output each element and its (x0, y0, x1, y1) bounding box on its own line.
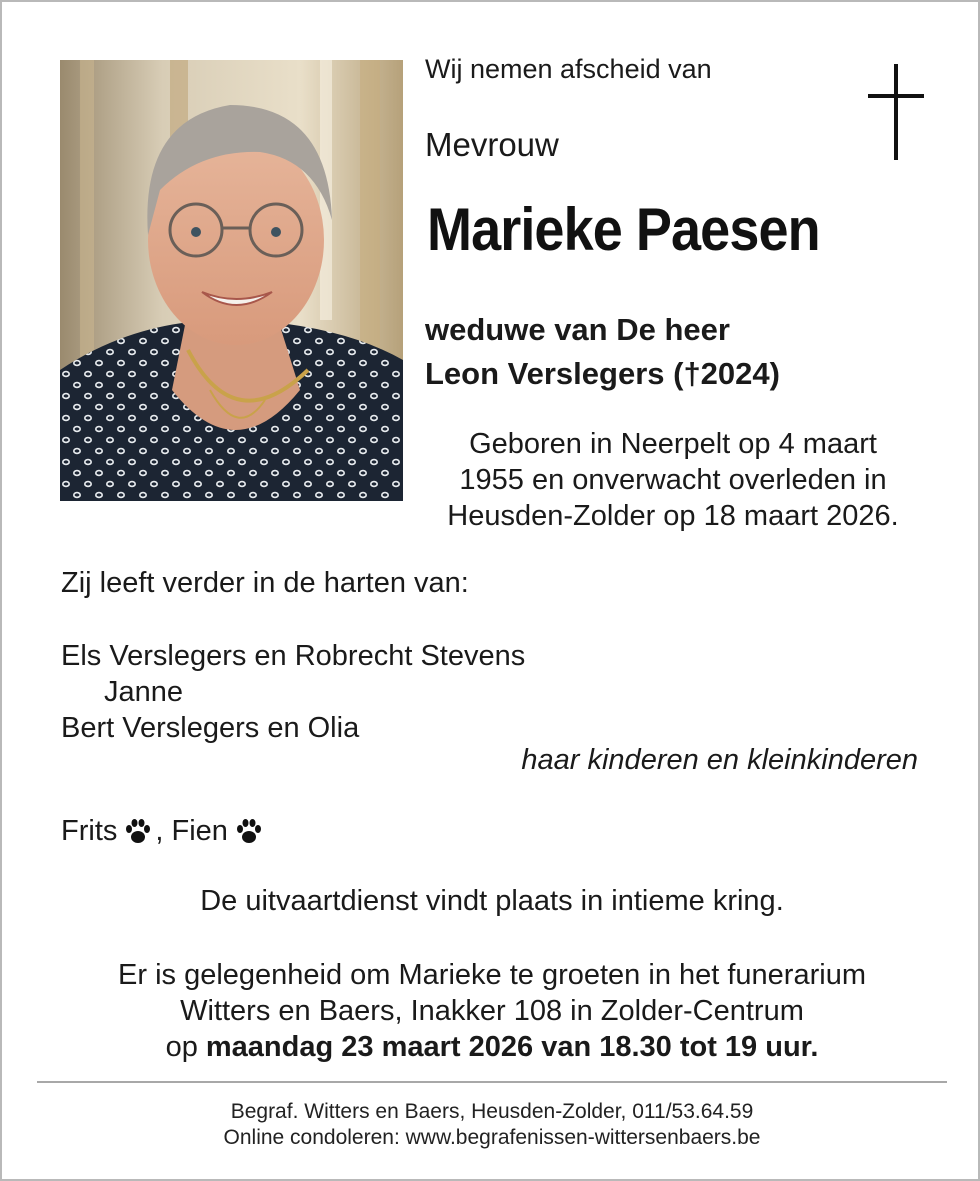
visitation-prefix: op (165, 1031, 206, 1063)
pets-line (61, 815, 266, 848)
title-prefix: Mevrouw (425, 126, 559, 163)
lives-on-text: Zij leeft verder in de harten van: (61, 567, 469, 599)
spouse-line-1: weduwe van De heer (425, 312, 730, 347)
footer (2, 1099, 980, 1151)
cross-icon (868, 64, 924, 160)
birth-line-3: Heusden-Zolder op 18 maart 2026. (447, 500, 899, 532)
visitation-info (2, 957, 980, 1065)
portrait-photo (60, 60, 403, 501)
paw-icon (123, 817, 153, 847)
family-list (61, 638, 525, 746)
family-member: Janne (104, 676, 184, 708)
family-caption: haar kinderen en kleinkinderen (521, 744, 918, 776)
spouse-info (425, 308, 780, 396)
family-member: Bert Verslegers en Olia (61, 712, 360, 744)
deceased-name: Marieke Paesen (427, 196, 820, 263)
paw-icon (234, 817, 264, 847)
birth-line-2: 1955 en onverwacht overleden in (459, 464, 887, 496)
condolence-link[interactable]: Online condoleren: www.begrafenissen-wittersenbaers.be (223, 1126, 761, 1149)
pet-name: , Fien (155, 815, 228, 847)
birth-line-1: Geboren in Neerpelt op 4 maart (469, 428, 877, 460)
ceremony-text: De uitvaartdienst vindt plaats in intieme kring. (200, 885, 784, 917)
visitation-line-2: Witters en Baers, Inakker 108 in Zolder-Centrum (180, 995, 804, 1027)
visitation-date-time: maandag 23 maart 2026 van 18.30 tot 19 uur. (205, 1031, 819, 1063)
intro-text: Wij nemen afscheid van (425, 54, 712, 84)
divider (37, 1081, 947, 1083)
visitation-line-1: Er is gelegenheid om Marieke te groeten in het funerarium (118, 959, 866, 991)
family-member: Els Verslegers en Robrecht Stevens (61, 640, 526, 672)
birth-death-info (412, 426, 934, 534)
pet-name: Frits (61, 815, 118, 847)
spouse-line-2: Leon Verslegers (†2024) (425, 356, 780, 391)
funeral-home-contact: Begraf. Witters en Baers, Heusden-Zolder, 011/53.64.59 (230, 1100, 754, 1123)
visitation-line-3 (2, 1029, 980, 1065)
